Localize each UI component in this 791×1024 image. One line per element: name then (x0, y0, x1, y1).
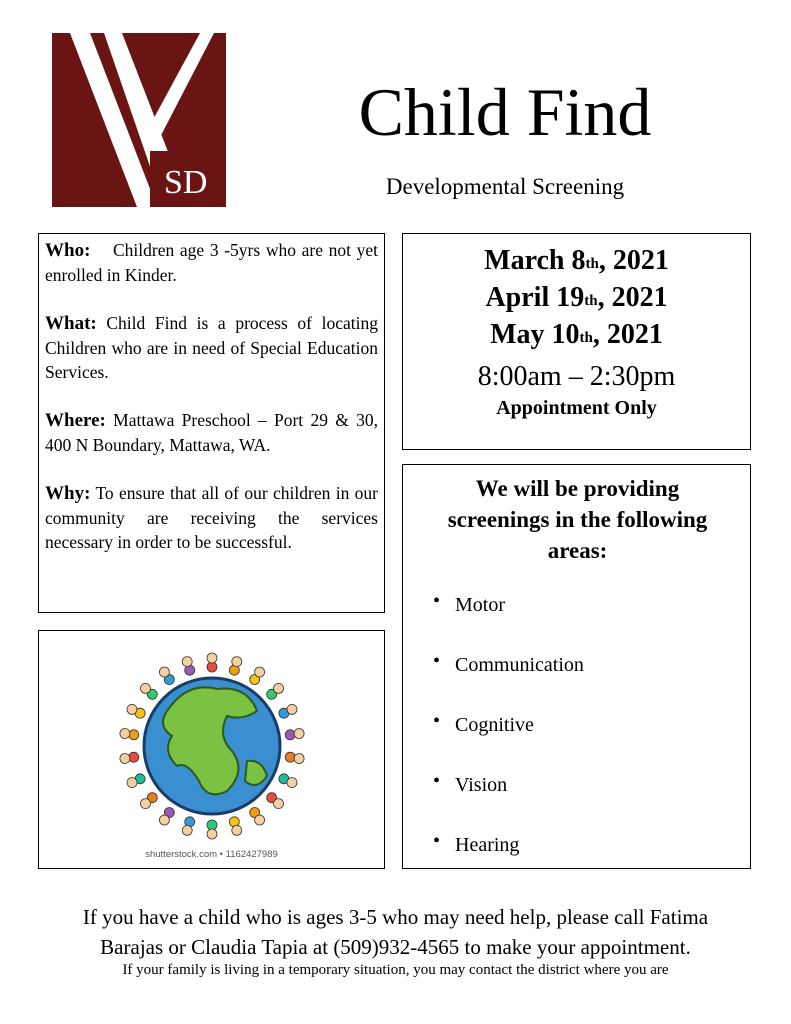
page-subtitle: Developmental Screening (385, 174, 625, 199)
child-head (232, 657, 242, 667)
child-head (141, 799, 151, 809)
list-item: • Hearing (433, 830, 520, 856)
list-item: • Motor (433, 590, 505, 616)
screenings-heading: We will be providing screenings in the following areas: (447, 476, 708, 563)
child-body (207, 662, 217, 672)
info-box (38, 233, 385, 613)
child-head (287, 704, 297, 714)
where-paragraph (45, 408, 378, 457)
child-head (294, 754, 304, 764)
dates-box (402, 233, 751, 450)
screening-areas-list (433, 590, 733, 893)
child-head (120, 754, 130, 764)
child-head (120, 729, 130, 739)
list-item: • Communication (433, 650, 584, 676)
who-label: Who: (45, 240, 91, 261)
list-item: • Cognitive (433, 710, 534, 736)
page-title: Child Find (358, 74, 652, 150)
child-head (255, 815, 265, 825)
time-range: 8:00am – 2:30pm (477, 361, 676, 392)
child-body (207, 820, 217, 830)
child-head (274, 799, 284, 809)
where-label: Where: (45, 410, 106, 431)
child-head (207, 653, 217, 663)
screenings-box (402, 464, 751, 869)
why-text: To ensure that all of our children in our community are receiving the services necessary in order to be successful. (45, 483, 378, 552)
logo-text: SD (164, 164, 208, 201)
district-logo (52, 33, 226, 207)
what-paragraph (45, 311, 378, 384)
child-head (159, 667, 169, 677)
illustration-box (38, 630, 385, 869)
child-body (129, 730, 139, 740)
why-label: Why: (45, 483, 91, 504)
date-line: April 19th, 2021 (485, 282, 668, 313)
contact-message: If you have a child who is ages 3-5 who may need help, please call Fatima Barajas or Claudia Tapia at (509)932-4565 to make your appointment. (82, 905, 709, 959)
what-label: What: (45, 313, 97, 334)
child-head (294, 729, 304, 739)
child-head (274, 683, 284, 693)
child-head (182, 657, 192, 667)
date-line: March 8th, 2021 (484, 245, 669, 276)
who-paragraph (45, 238, 378, 287)
child-head (232, 825, 242, 835)
child-head (255, 667, 265, 677)
child-head (141, 683, 151, 693)
child-head (207, 829, 217, 839)
date-line: May 10th, 2021 (490, 319, 663, 350)
who-text: Children age 3 -5yrs who are not yet enrolled in Kinder. (45, 240, 379, 285)
child-body (285, 752, 295, 762)
temporary-situation-note: If your family is living in a temporary situation, you may contact the district where you are (122, 962, 669, 978)
child-head (127, 704, 137, 714)
why-paragraph (45, 481, 378, 554)
appointment-note: Appointment Only (496, 397, 657, 419)
what-text: Child Find is a process of locating Children who are in need of Special Education Services. (45, 313, 379, 382)
children-around-globe-illustration (107, 641, 317, 841)
child-head (159, 815, 169, 825)
child-head (127, 778, 137, 788)
image-credit: shutterstock.com • 1162427989 (145, 849, 278, 860)
child-head (287, 778, 297, 788)
where-text: Mattawa Preschool – Port 29 & 30, 400 N Boundary, Mattawa, WA. (45, 410, 379, 455)
child-body (129, 752, 139, 762)
child-head (182, 825, 192, 835)
list-item: • Vision (433, 770, 508, 796)
child-body (285, 730, 295, 740)
